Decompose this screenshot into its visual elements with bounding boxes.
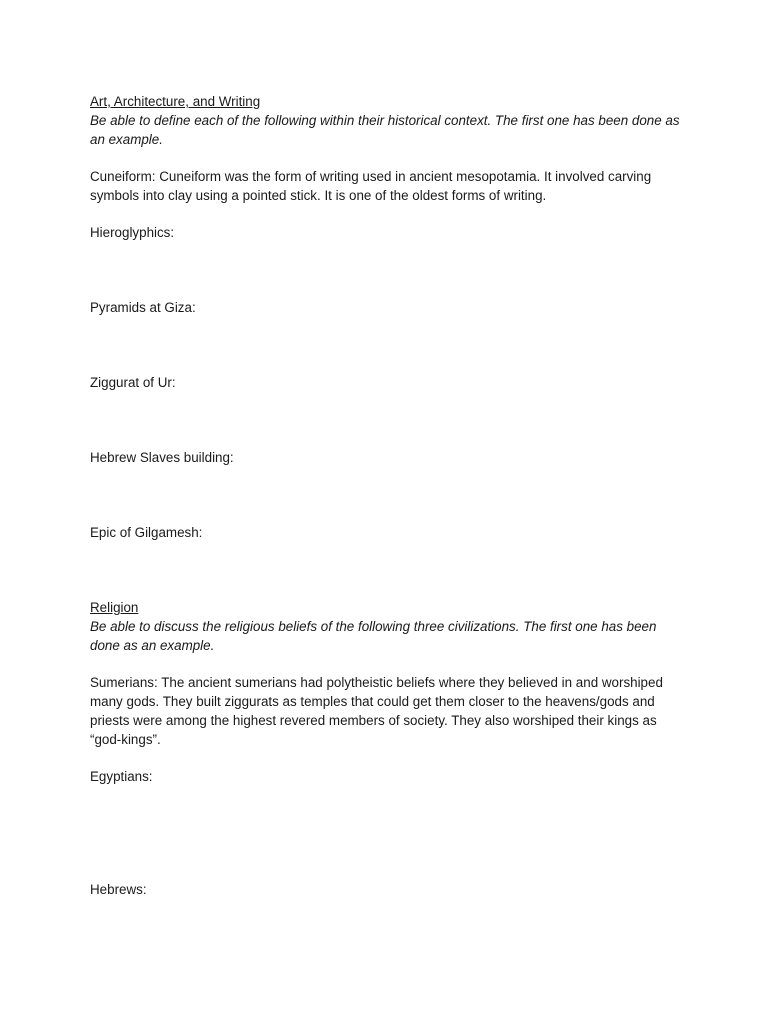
term-label: Ziggurat of Ur: xyxy=(90,375,176,390)
term-label: Egyptians: xyxy=(90,769,153,784)
term-label: Hebrews: xyxy=(90,882,147,897)
section-instructions: Be able to define each of the following within their historical context. The first one has been done as an example. xyxy=(90,113,680,147)
section-heading: Religion xyxy=(90,600,139,615)
example-answer: Cuneiform: Cuneiform was the form of writing used in ancient mesopotamia. It involved carving symbols into clay using a pointed stick. It is one of the oldest forms of writing. xyxy=(90,169,652,203)
term-label: Pyramids at Giza: xyxy=(90,300,196,315)
example-answer: Sumerians: The ancient sumerians had polytheistic beliefs where they believed in and worshiped many gods. They built ziggurats as temples that could get them closer to the heavens/gods and priests were among the highest revered members of society. They also worshiped their kings as “god-kings”. xyxy=(90,675,663,747)
term-label: Hieroglyphics: xyxy=(90,225,175,240)
term-label: Hebrew Slaves building: xyxy=(90,450,234,465)
section-religion xyxy=(90,598,688,899)
section-instructions: Be able to discuss the religious beliefs of the following three civilizations. The first one has been done as an example. xyxy=(90,619,657,653)
term-label: Epic of Gilgamesh: xyxy=(90,525,203,540)
section-heading: Art, Architecture, and Writing xyxy=(90,94,261,109)
section-art-architecture-writing xyxy=(90,92,688,598)
